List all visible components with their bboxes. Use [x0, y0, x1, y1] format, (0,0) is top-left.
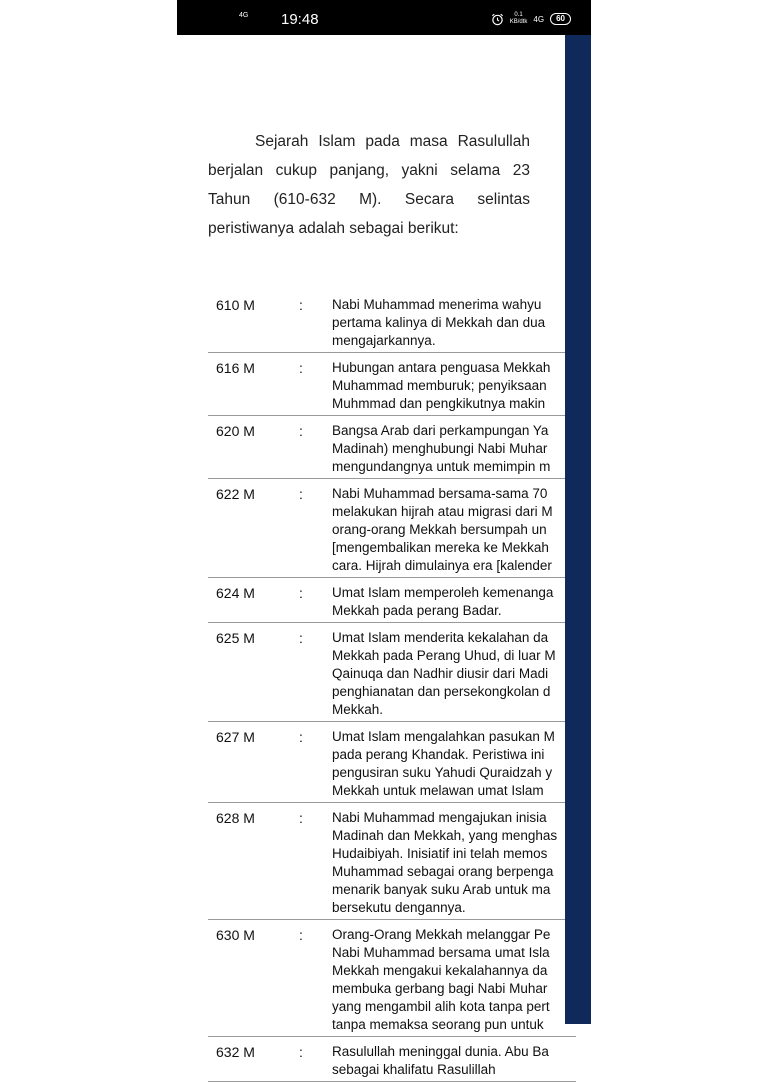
description-line: Nabi Muhammad bersama umat Isla — [332, 945, 550, 960]
timeline-row — [208, 803, 576, 920]
timeline-year: 616 M — [216, 360, 255, 376]
description-line: Muhammad memburuk; penyiksaan — [332, 378, 547, 393]
description-line: melakukan hijrah atau migrasi dari M — [332, 504, 553, 519]
network-speed — [510, 12, 528, 26]
timeline-description — [332, 485, 572, 575]
timeline-description — [332, 1043, 572, 1079]
description-line: Rasulullah meninggal dunia. Abu Ba — [332, 1044, 549, 1059]
description-line: Mekkah untuk melawan umat Islam — [332, 783, 544, 798]
timeline-year: 628 M — [216, 810, 255, 826]
timeline-separator: : — [299, 1044, 303, 1060]
timeline-year: 622 M — [216, 486, 255, 502]
description-line: Bangsa Arab dari perkampungan Ya — [332, 423, 549, 438]
timeline-row — [208, 416, 576, 479]
timeline-separator: : — [299, 423, 303, 439]
description-line: bersekutu dengannya. — [332, 900, 466, 915]
timeline-separator: : — [299, 729, 303, 745]
timeline-separator: : — [299, 810, 303, 826]
speed-unit: KB/dtk — [509, 19, 528, 25]
description-line: Umat Islam memperoleh kemenanga — [332, 585, 554, 600]
side-scroll-panel[interactable] — [565, 35, 591, 1024]
timeline-year: 625 M — [216, 630, 255, 646]
document-page — [177, 35, 565, 1077]
timeline-row — [208, 722, 576, 803]
description-line: cara. Hijrah dimulainya era [kalender — [332, 558, 552, 573]
timeline-description — [332, 728, 572, 800]
description-line: mengundangnya untuk memimpin m — [332, 459, 551, 474]
timeline-separator: : — [299, 585, 303, 601]
timeline-description — [332, 584, 572, 620]
status-icons — [491, 10, 571, 28]
description-line: yang mengambil alih kota tanpa pert — [332, 999, 550, 1014]
description-line: Qainuqa dan Nadhir diusir dari Madi — [332, 666, 549, 681]
timeline-separator: : — [299, 297, 303, 313]
timeline-row — [208, 623, 576, 722]
description-line: Nabi Muhammad menerima wahyu — [332, 297, 542, 312]
description-line: Mekkah. — [332, 702, 384, 717]
description-line: penghianatan dan persekongkolan d — [332, 684, 551, 699]
timeline-row — [208, 353, 576, 416]
timeline-row — [208, 578, 576, 623]
timeline-row — [208, 920, 576, 1037]
description-line: tanpa memaksa seorang pun untuk — [332, 1017, 544, 1032]
timeline-separator: : — [299, 630, 303, 646]
clock: 19:48 — [281, 11, 319, 28]
timeline-row — [208, 290, 576, 353]
battery-indicator: 60 — [550, 13, 571, 25]
description-line: Mekkah pada perang Badar. — [332, 603, 502, 618]
description-line: pada perang Khandak. Peristiwa ini — [332, 747, 545, 762]
timeline-description — [332, 296, 572, 350]
signal-indicator: 4G — [533, 14, 545, 24]
description-line: orang-orang Mekkah bersumpah un — [332, 522, 547, 537]
description-line: pengusiran suku Yahudi Quraidzah y — [332, 765, 553, 780]
description-line: [mengembalikan mereka ke Mekkah — [332, 540, 549, 555]
status-bar — [177, 0, 591, 35]
description-line: Orang-Orang Mekkah melanggar Pe — [332, 927, 551, 942]
timeline-description — [332, 809, 572, 917]
description-line: mengajarkannya. — [332, 333, 436, 348]
timeline-separator: : — [299, 360, 303, 376]
description-line: menarik banyak suku Arab untuk ma — [332, 882, 551, 897]
timeline-year: 627 M — [216, 729, 255, 745]
description-line: Madinah) menghubungi Nabi Muhar — [332, 441, 548, 456]
timeline-year: 620 M — [216, 423, 255, 439]
description-line: Nabi Muhammad bersama-sama 70 — [332, 486, 548, 501]
timeline-separator: : — [299, 486, 303, 502]
description-line: Umat Islam mengalahkan pasukan M — [332, 729, 555, 744]
timeline-year: 610 M — [216, 297, 255, 313]
network-type: 4G — [239, 12, 249, 19]
timeline-description — [332, 926, 572, 1034]
speed-value: 0.1 — [514, 12, 523, 18]
description-line: Mekkah mengakui kekalahannya da — [332, 963, 548, 978]
timeline-year: 632 M — [216, 1044, 255, 1060]
timeline-description — [332, 359, 572, 413]
description-line: membuka gerbang bagi Nabi Muhar — [332, 981, 548, 996]
timeline-description — [332, 629, 572, 719]
description-line: Madinah dan Mekkah, yang menghas — [332, 828, 558, 843]
alarm-clock-icon — [491, 13, 504, 26]
intro-text: Sejarah Islam pada masa Rasulullah berjalan cukup panjang, yakni selama 23 Tahun (610-632 M). Secara selintas peristiwanya adalah sebagai berikut: — [208, 133, 530, 237]
description-line: Umat Islam menderita kekalahan da — [332, 630, 549, 645]
description-line: Hudaibiyah. Inisiatif ini telah memos — [332, 846, 548, 861]
timeline-year: 624 M — [216, 585, 255, 601]
description-line: sebagai khalifatu Rasulillah — [332, 1062, 496, 1077]
timeline-table — [208, 290, 576, 1082]
timeline-row — [208, 479, 576, 578]
intro-paragraph — [208, 127, 530, 243]
timeline-description — [332, 422, 572, 476]
description-line: pertama kalinya di Mekkah dan dua — [332, 315, 546, 330]
timeline-row — [208, 1037, 576, 1082]
description-line: Hubungan antara penguasa Mekkah — [332, 360, 551, 375]
timeline-separator: : — [299, 927, 303, 943]
timeline-year: 630 M — [216, 927, 255, 943]
description-line: Nabi Muhammad mengajukan inisia — [332, 810, 547, 825]
description-line: Muhammad sebagai orang berpenga — [332, 864, 554, 879]
description-line: Muhmmad dan pengkikutnya makin — [332, 396, 546, 411]
phone-screen — [177, 0, 591, 1077]
description-line: Mekkah pada Perang Uhud, di luar M — [332, 648, 556, 663]
